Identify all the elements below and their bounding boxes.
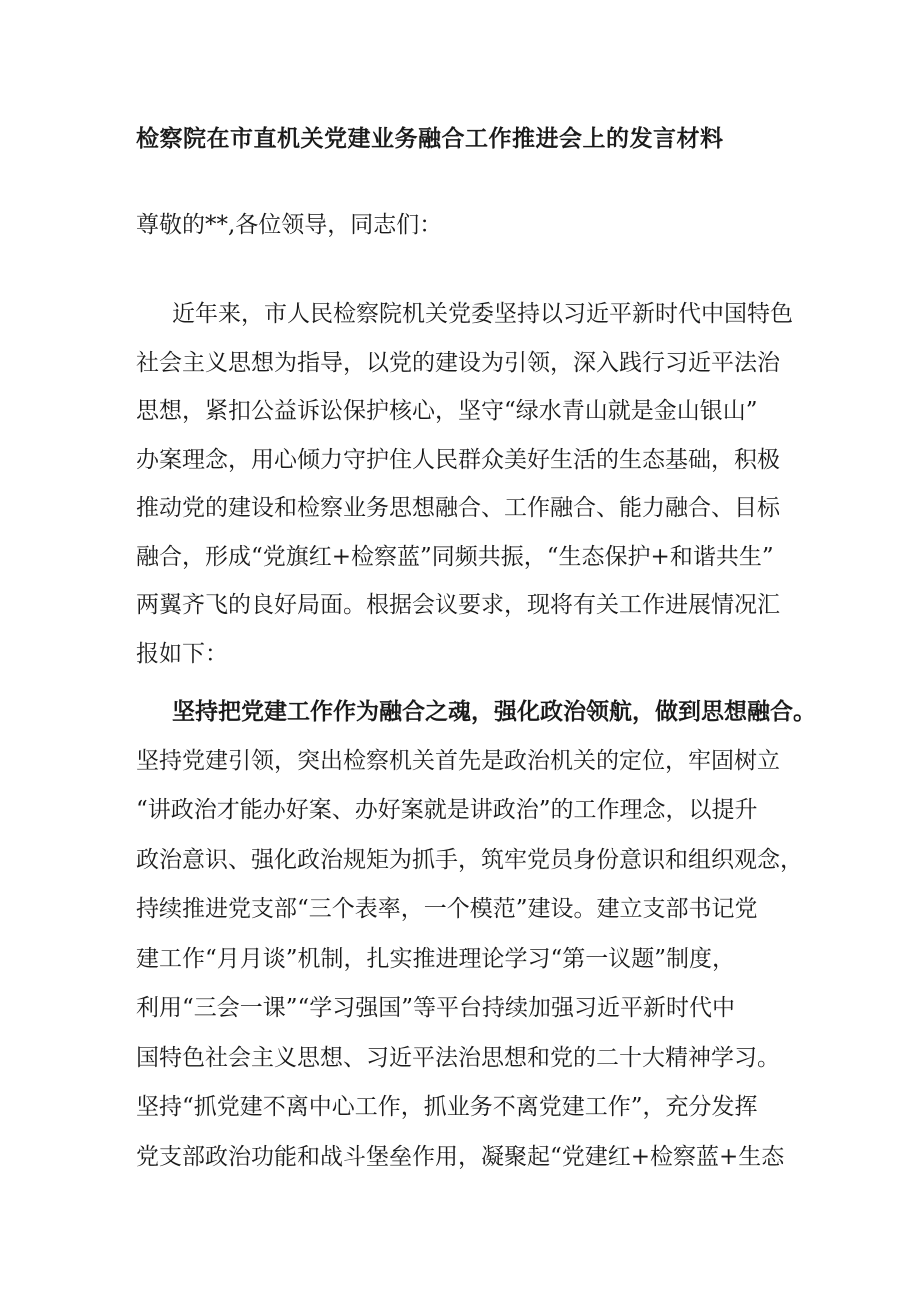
paragraph-line: 坚持“抓党建不离中心工作，抓业务不离党建工作”，充分发挥 <box>136 1094 758 1120</box>
paragraph-line: 党支部政治功能和战斗堡垒作用，凝聚起“党建红+检察蓝+生态 <box>136 1143 785 1170</box>
document-title: 检察院在市直机关党建业务融合工作推进会上的发言材料 <box>136 125 724 152</box>
section-heading: 坚持把党建工作作为融合之魂，强化政治领航，做到思想融合。 <box>172 698 816 725</box>
paragraph-line: 近年来，市人民检察院机关党委坚持以习近平新时代中国特色 <box>172 301 793 327</box>
paragraph-line: 两翼齐飞的良好局面。根据会议要求，现将有关工作进展情况汇 <box>136 592 780 618</box>
paragraph-line: “讲政治才能办好案、办好案就是讲政治”的工作理念，以提升 <box>136 797 758 823</box>
greeting: 尊敬的**,各位领导，同志们： <box>136 212 443 238</box>
paragraph-line: 建工作“月月谈”机制，扎实推进理论学习“第一议题”制度， <box>136 945 736 972</box>
paragraph-line: 报如下： <box>136 640 228 667</box>
paragraph-line: 持续推进党支部“三个表率，一个模范”建设。建立支部书记党 <box>136 896 758 922</box>
paragraph-intro <box>136 290 796 678</box>
paragraph-line: 思想，紧扣公益诉讼保护核心，坚守“绿水青山就是金山银山” <box>136 398 758 424</box>
paragraph-line: 办案理念，用心倾力守护住人民群众美好生活的生态基础，积极 <box>136 446 780 473</box>
paragraph-line: 利用“三会一课”“学习强国”等平台持续加强习近平新时代中 <box>136 995 736 1021</box>
paragraph-line: 融合，形成“党旗红+检察蓝”同频共振，“生态保护+和谐共生” <box>136 543 774 570</box>
paragraph-line: 政治意识、强化政治规矩为抓手，筑牢党员身份意识和组织观念， <box>136 846 803 873</box>
paragraph-line: 推动党的建设和检察业务思想融合、工作融合、能力融合、目标 <box>136 495 780 521</box>
paragraph-line: 国特色社会主义思想、习近平法治思想和党的二十大精神学习。 <box>136 1044 780 1071</box>
paragraph-line: 坚持党建引领，突出检察机关首先是政治机关的定位，牢固树立 <box>136 747 780 774</box>
paragraph-line: 社会主义思想为指导，以党的建设为引领，深入践行习近平法治 <box>136 349 780 376</box>
paragraph-ideological-integration <box>136 687 816 1182</box>
